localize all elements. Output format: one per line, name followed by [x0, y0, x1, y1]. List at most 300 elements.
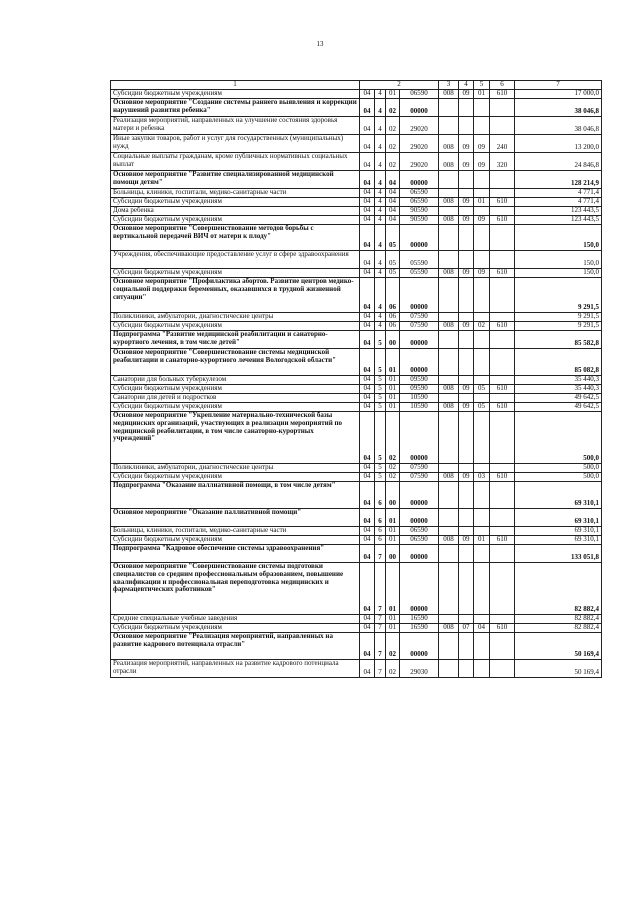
row-section-code: 09	[459, 90, 474, 99]
row-name-cell: Средние специальные учебные заведения	[111, 615, 360, 624]
row-sum-cell: 69 310,1	[515, 527, 602, 536]
row-program-code: 04	[360, 90, 375, 99]
row-name-cell: Основное мероприятие "Развитие специализированной медицинской помощи детям"	[111, 171, 360, 189]
row-sum-cell: 4 771,4	[515, 189, 602, 198]
row-sum-cell: 150,0	[515, 225, 602, 251]
row-direction-code: 06590	[400, 90, 439, 99]
row-expense-type-code	[490, 313, 515, 322]
row-subprogram-code: 4	[375, 251, 386, 269]
row-expense-type-code	[490, 482, 515, 509]
row-program-code: 04	[360, 660, 375, 678]
row-ministry-code	[439, 509, 459, 527]
row-ministry-code	[439, 464, 459, 473]
row-section-code	[459, 225, 474, 251]
row-sum-cell: 17 000,0	[515, 90, 602, 99]
row-section-code	[459, 412, 474, 464]
row-expense-type-code: 610	[490, 269, 515, 278]
table-row	[111, 171, 602, 189]
row-sum-cell: 13 200,0	[515, 135, 602, 153]
row-direction-code: 10590	[400, 403, 439, 412]
row-program-code: 04	[360, 349, 375, 376]
row-name-cell: Иные закупки товаров, работ и услуг для государственных (муниципальных) нужд	[111, 135, 360, 153]
row-subsection-code	[474, 633, 490, 660]
row-name-cell: Поликлиники, амбулатории, диагностические центры	[111, 464, 360, 473]
row-subsection-code: 01	[474, 90, 490, 99]
row-sum-cell: 150,0	[515, 269, 602, 278]
table-row	[111, 207, 602, 216]
row-expense-type-code	[490, 527, 515, 536]
row-name-cell: Субсидии бюджетным учреждениям	[111, 385, 360, 394]
row-section-code: 09	[459, 322, 474, 331]
row-sum-cell: 35 440,3	[515, 385, 602, 394]
row-sum-cell: 49 642,5	[515, 403, 602, 412]
row-measure-code: 02	[386, 153, 400, 171]
row-section-code	[459, 313, 474, 322]
row-measure-code: 01	[386, 90, 400, 99]
row-program-code: 04	[360, 216, 375, 225]
row-measure-code: 02	[386, 660, 400, 678]
row-expense-type-code	[490, 545, 515, 563]
row-expense-type-code: 610	[490, 624, 515, 633]
row-direction-code: 90590	[400, 207, 439, 216]
table-row	[111, 464, 602, 473]
row-subsection-code: 05	[474, 403, 490, 412]
row-program-code: 04	[360, 225, 375, 251]
row-section-code: 09	[459, 269, 474, 278]
table-row	[111, 90, 602, 99]
row-name-cell: Основное мероприятие "Создание системы раннего выявления и коррекции нарушений развития ребенка"	[111, 99, 360, 117]
row-measure-code: 01	[386, 376, 400, 385]
row-ministry-code	[439, 545, 459, 563]
table-row	[111, 545, 602, 563]
row-direction-code: 29020	[400, 153, 439, 171]
row-direction-code: 00000	[400, 482, 439, 509]
row-ministry-code	[439, 331, 459, 349]
row-subsection-code: 04	[474, 624, 490, 633]
table-header-row	[111, 81, 602, 90]
row-section-code	[459, 509, 474, 527]
row-ministry-code: 008	[439, 473, 459, 482]
row-sum-cell: 123 443,5	[515, 207, 602, 216]
row-name-cell: Реализация мероприятий, направленных на улучшение состояния здоровья матери и ребенка	[111, 117, 360, 135]
row-ministry-code	[439, 660, 459, 678]
row-measure-code: 06	[386, 278, 400, 313]
table-row	[111, 527, 602, 536]
row-direction-code: 00000	[400, 509, 439, 527]
row-expense-type-code: 610	[490, 216, 515, 225]
row-name-cell: Подпрограмма "Кадровое обеспечение системы здравоохранения"	[111, 545, 360, 563]
row-ministry-code	[439, 615, 459, 624]
row-direction-code: 10590	[400, 394, 439, 403]
row-program-code: 04	[360, 207, 375, 216]
row-section-code: 09	[459, 198, 474, 207]
row-direction-code: 06590	[400, 189, 439, 198]
row-name-cell: Субсидии бюджетным учреждениям	[111, 90, 360, 99]
row-program-code: 04	[360, 403, 375, 412]
table-row	[111, 412, 602, 464]
header-cell-target-code: 2	[360, 81, 439, 90]
table-row	[111, 313, 602, 322]
row-subsection-code: 09	[474, 153, 490, 171]
row-measure-code: 02	[386, 135, 400, 153]
table-row	[111, 99, 602, 117]
row-section-code: 09	[459, 216, 474, 225]
row-subprogram-code: 5	[375, 403, 386, 412]
header-cell-ministry: 3	[439, 81, 459, 90]
row-subsection-code: 05	[474, 385, 490, 394]
row-direction-code: 00000	[400, 633, 439, 660]
row-subsection-code	[474, 171, 490, 189]
row-subsection-code	[474, 225, 490, 251]
row-direction-code: 29030	[400, 660, 439, 678]
row-subprogram-code: 4	[375, 171, 386, 189]
page-number: 13	[316, 40, 324, 48]
row-expense-type-code: 320	[490, 153, 515, 171]
row-measure-code: 04	[386, 216, 400, 225]
row-name-cell: Основное мероприятие "Совершенствование системы подготовки специалистов со средним профессиональным образованием, повышение квалификации и профессиональная переподготовка медицинских и фармацевтических работников"	[111, 563, 360, 615]
row-program-code: 04	[360, 545, 375, 563]
row-name-cell: Социальные выплаты гражданам, кроме публичных нормативных социальных выплат	[111, 153, 360, 171]
row-expense-type-code	[490, 331, 515, 349]
row-section-code	[459, 99, 474, 117]
row-name-cell: Реализация мероприятий, направленных на развитие кадрового потенциала отрасли	[111, 660, 360, 678]
row-ministry-code	[439, 117, 459, 135]
row-name-cell: Санатории для детей и подростков	[111, 394, 360, 403]
row-ministry-code	[439, 563, 459, 615]
table-row	[111, 394, 602, 403]
row-direction-code: 07590	[400, 313, 439, 322]
row-direction-code: 06590	[400, 198, 439, 207]
row-subprogram-code: 7	[375, 545, 386, 563]
row-sum-cell: 133 051,8	[515, 545, 602, 563]
row-sum-cell: 150,0	[515, 251, 602, 269]
row-expense-type-code: 610	[490, 473, 515, 482]
row-section-code: 07	[459, 624, 474, 633]
row-measure-code: 02	[386, 117, 400, 135]
row-name-cell: Подпрограмма "Оказание паллиативной помощи, в том числе детям"	[111, 482, 360, 509]
table-row	[111, 153, 602, 171]
header-cell-sum: 7	[515, 81, 602, 90]
row-section-code	[459, 331, 474, 349]
row-sum-cell: 24 846,8	[515, 153, 602, 171]
row-measure-code: 00	[386, 545, 400, 563]
row-subsection-code: 01	[474, 536, 490, 545]
table-row	[111, 563, 602, 615]
row-subprogram-code: 7	[375, 615, 386, 624]
row-direction-code: 16590	[400, 624, 439, 633]
row-section-code	[459, 482, 474, 509]
row-sum-cell: 49 642,5	[515, 394, 602, 403]
row-program-code: 04	[360, 509, 375, 527]
row-sum-cell: 4 771,4	[515, 198, 602, 207]
row-subsection-code	[474, 207, 490, 216]
row-subprogram-code: 7	[375, 563, 386, 615]
row-subprogram-code: 4	[375, 278, 386, 313]
row-sum-cell: 69 310,1	[515, 536, 602, 545]
row-section-code	[459, 615, 474, 624]
row-sum-cell: 9 291,5	[515, 322, 602, 331]
row-ministry-code: 008	[439, 90, 459, 99]
table-row	[111, 385, 602, 394]
row-direction-code: 00000	[400, 331, 439, 349]
row-expense-type-code: 610	[490, 403, 515, 412]
row-name-cell: Основное мероприятие "Реализация мероприятий, направленных на развитие кадрового потенциала отрасли"	[111, 633, 360, 660]
row-direction-code: 90590	[400, 216, 439, 225]
row-expense-type-code	[490, 117, 515, 135]
row-direction-code: 00000	[400, 563, 439, 615]
row-expense-type-code	[490, 225, 515, 251]
row-name-cell: Санатории для больных туберкулезом	[111, 376, 360, 385]
row-subsection-code	[474, 99, 490, 117]
row-direction-code: 00000	[400, 225, 439, 251]
row-ministry-code	[439, 349, 459, 376]
row-program-code: 04	[360, 464, 375, 473]
row-sum-cell: 85 082,8	[515, 349, 602, 376]
row-expense-type-code	[490, 349, 515, 376]
row-subprogram-code: 4	[375, 207, 386, 216]
row-sum-cell: 69 310,1	[515, 482, 602, 509]
row-section-code	[459, 527, 474, 536]
row-subsection-code	[474, 563, 490, 615]
row-ministry-code: 008	[439, 216, 459, 225]
row-program-code: 04	[360, 633, 375, 660]
row-direction-code: 07590	[400, 322, 439, 331]
row-measure-code: 06	[386, 313, 400, 322]
row-ministry-code	[439, 394, 459, 403]
row-ministry-code	[439, 633, 459, 660]
row-program-code: 04	[360, 117, 375, 135]
row-subsection-code	[474, 189, 490, 198]
table-row	[111, 189, 602, 198]
row-ministry-code	[439, 412, 459, 464]
row-subsection-code: 09	[474, 269, 490, 278]
row-expense-type-code	[490, 278, 515, 313]
row-program-code: 04	[360, 171, 375, 189]
row-name-cell: Поликлиники, амбулатории, диагностические центры	[111, 313, 360, 322]
row-subprogram-code: 5	[375, 394, 386, 403]
row-ministry-code: 008	[439, 135, 459, 153]
row-program-code: 04	[360, 135, 375, 153]
row-section-code	[459, 545, 474, 563]
row-ministry-code: 008	[439, 385, 459, 394]
row-program-code: 04	[360, 278, 375, 313]
row-direction-code: 09590	[400, 376, 439, 385]
row-section-code	[459, 207, 474, 216]
row-measure-code: 05	[386, 225, 400, 251]
row-expense-type-code: 610	[490, 536, 515, 545]
row-name-cell: Основное мероприятие "Совершенствование методов борьбы с вертикальной передачей ВИЧ от матери к плоду"	[111, 225, 360, 251]
row-subsection-code	[474, 251, 490, 269]
row-measure-code: 04	[386, 198, 400, 207]
row-expense-type-code: 240	[490, 135, 515, 153]
row-name-cell: Основное мероприятие "Профилактика абортов. Развитие центров медико-социальной поддержки беременных, оказавшихся в трудной жизненной ситуации"	[111, 278, 360, 313]
row-section-code	[459, 278, 474, 313]
row-subprogram-code: 5	[375, 473, 386, 482]
row-program-code: 04	[360, 269, 375, 278]
row-measure-code: 01	[386, 536, 400, 545]
row-section-code: 09	[459, 473, 474, 482]
row-subsection-code	[474, 376, 490, 385]
row-subprogram-code: 4	[375, 225, 386, 251]
table-row	[111, 615, 602, 624]
row-sum-cell: 85 582,8	[515, 331, 602, 349]
row-program-code: 04	[360, 394, 375, 403]
row-measure-code: 01	[386, 509, 400, 527]
row-section-code	[459, 394, 474, 403]
row-name-cell: Основное мероприятие "Совершенствование системы медицинской реабилитации и санаторно-курортного лечения Вологодской области"	[111, 349, 360, 376]
row-direction-code: 16590	[400, 615, 439, 624]
row-ministry-code	[439, 251, 459, 269]
row-section-code	[459, 464, 474, 473]
row-measure-code: 02	[386, 412, 400, 464]
row-measure-code: 02	[386, 473, 400, 482]
row-sum-cell: 9 291,5	[515, 278, 602, 313]
row-subprogram-code: 6	[375, 527, 386, 536]
row-name-cell: Основное мероприятие "Укрепление материально-технической базы медицинских организаций, участвующих в реализации мероприятий по медицинской реабилитации, в том числе санаторно-курортных учреждений"	[111, 412, 360, 464]
row-program-code: 04	[360, 527, 375, 536]
row-program-code: 04	[360, 153, 375, 171]
row-subsection-code	[474, 660, 490, 678]
row-sum-cell: 38 046,8	[515, 99, 602, 117]
row-expense-type-code	[490, 207, 515, 216]
row-program-code: 04	[360, 376, 375, 385]
row-subprogram-code: 4	[375, 322, 386, 331]
budget-table	[110, 80, 602, 678]
row-direction-code: 05590	[400, 251, 439, 269]
row-section-code	[459, 171, 474, 189]
row-subsection-code	[474, 615, 490, 624]
row-measure-code: 01	[386, 615, 400, 624]
row-section-code	[459, 349, 474, 376]
table-row	[111, 473, 602, 482]
row-subprogram-code: 5	[375, 349, 386, 376]
table-row	[111, 482, 602, 509]
row-subsection-code	[474, 331, 490, 349]
header-cell-expense-type: 6	[490, 81, 515, 90]
row-program-code: 04	[360, 412, 375, 464]
row-expense-type-code	[490, 615, 515, 624]
row-subprogram-code: 4	[375, 313, 386, 322]
row-subprogram-code: 4	[375, 198, 386, 207]
row-subprogram-code: 6	[375, 509, 386, 527]
row-subprogram-code: 5	[375, 385, 386, 394]
row-subsection-code	[474, 117, 490, 135]
row-section-code: 09	[459, 135, 474, 153]
table-row	[111, 633, 602, 660]
row-program-code: 04	[360, 482, 375, 509]
row-ministry-code: 008	[439, 403, 459, 412]
row-section-code: 09	[459, 385, 474, 394]
row-name-cell: Субсидии бюджетным учреждениям	[111, 269, 360, 278]
row-section-code: 09	[459, 153, 474, 171]
row-subsection-code	[474, 527, 490, 536]
row-subprogram-code: 4	[375, 153, 386, 171]
row-measure-code: 02	[386, 464, 400, 473]
row-measure-code: 01	[386, 624, 400, 633]
row-subprogram-code: 4	[375, 216, 386, 225]
row-measure-code: 04	[386, 207, 400, 216]
row-sum-cell: 82 882,4	[515, 624, 602, 633]
row-section-code	[459, 117, 474, 135]
row-section-code	[459, 660, 474, 678]
row-ministry-code	[439, 189, 459, 198]
row-section-code	[459, 189, 474, 198]
row-expense-type-code	[490, 189, 515, 198]
table-row	[111, 624, 602, 633]
row-program-code: 04	[360, 322, 375, 331]
row-expense-type-code: 610	[490, 385, 515, 394]
row-sum-cell: 82 882,4	[515, 615, 602, 624]
row-subprogram-code: 4	[375, 189, 386, 198]
row-subprogram-code: 6	[375, 536, 386, 545]
row-subsection-code: 03	[474, 473, 490, 482]
row-name-cell: Больницы, клиники, госпитали, медико-санитарные части	[111, 189, 360, 198]
row-subprogram-code: 4	[375, 135, 386, 153]
row-measure-code: 05	[386, 251, 400, 269]
table-row	[111, 349, 602, 376]
row-name-cell: Основное мероприятие "Оказание паллиативной помощи"	[111, 509, 360, 527]
row-ministry-code	[439, 313, 459, 322]
row-direction-code: 00000	[400, 349, 439, 376]
row-program-code: 04	[360, 99, 375, 117]
row-measure-code: 01	[386, 349, 400, 376]
row-program-code: 04	[360, 563, 375, 615]
row-measure-code: 06	[386, 322, 400, 331]
row-subprogram-code: 4	[375, 90, 386, 99]
row-measure-code: 01	[386, 394, 400, 403]
row-expense-type-code: 610	[490, 198, 515, 207]
table-row	[111, 536, 602, 545]
row-section-code	[459, 633, 474, 660]
row-program-code: 04	[360, 198, 375, 207]
row-subprogram-code: 7	[375, 633, 386, 660]
row-measure-code: 04	[386, 189, 400, 198]
row-ministry-code	[439, 482, 459, 509]
row-measure-code: 00	[386, 331, 400, 349]
row-sum-cell: 69 310,1	[515, 509, 602, 527]
row-direction-code: 00000	[400, 99, 439, 117]
row-sum-cell: 50 169,4	[515, 633, 602, 660]
row-subprogram-code: 5	[375, 376, 386, 385]
row-name-cell: Учреждения, обеспечивающие предоставление услуг в сфере здравоохранения	[111, 251, 360, 269]
row-program-code: 04	[360, 331, 375, 349]
row-measure-code: 02	[386, 99, 400, 117]
row-subsection-code	[474, 278, 490, 313]
table-row	[111, 216, 602, 225]
row-subsection-code: 09	[474, 135, 490, 153]
row-measure-code: 01	[386, 385, 400, 394]
row-program-code: 04	[360, 251, 375, 269]
row-ministry-code: 008	[439, 536, 459, 545]
row-subprogram-code: 6	[375, 482, 386, 509]
row-program-code: 04	[360, 313, 375, 322]
row-expense-type-code	[490, 412, 515, 464]
row-direction-code: 00000	[400, 278, 439, 313]
row-name-cell: Субсидии бюджетным учреждениям	[111, 473, 360, 482]
header-cell-subsection: 5	[474, 81, 490, 90]
table-row	[111, 322, 602, 331]
row-subsection-code	[474, 509, 490, 527]
row-direction-code: 07590	[400, 473, 439, 482]
row-sum-cell: 500,0	[515, 412, 602, 464]
row-sum-cell: 128 214,9	[515, 171, 602, 189]
row-ministry-code	[439, 171, 459, 189]
row-section-code	[459, 251, 474, 269]
row-program-code: 04	[360, 385, 375, 394]
row-sum-cell: 38 046,8	[515, 117, 602, 135]
row-ministry-code: 008	[439, 153, 459, 171]
header-cell-section: 4	[459, 81, 474, 90]
